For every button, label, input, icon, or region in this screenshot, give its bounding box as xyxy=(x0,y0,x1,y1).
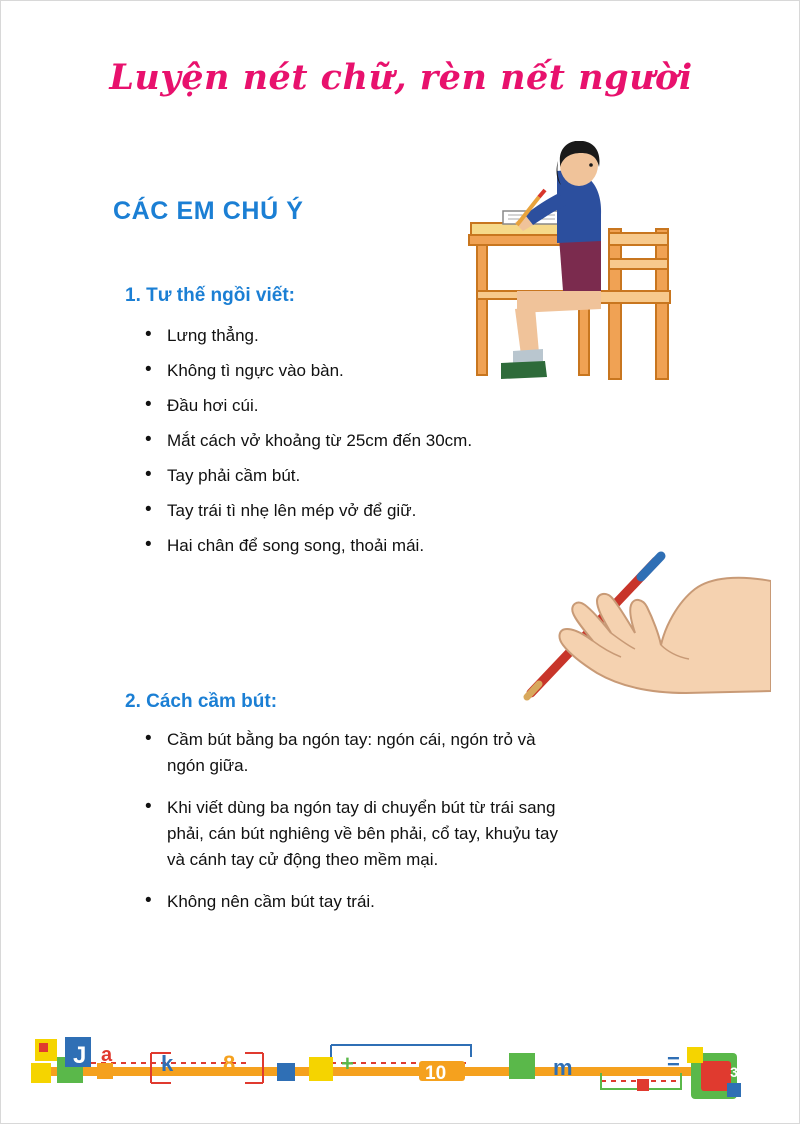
hand-holding-pen-illustration xyxy=(471,541,771,721)
svg-text:a: a xyxy=(101,1044,113,1066)
svg-text:J: J xyxy=(73,1042,87,1069)
page-number: 3 xyxy=(730,1064,738,1080)
attention-heading: CÁC EM CHÚ Ý xyxy=(113,197,304,225)
page-title: Luyện nét chữ, rèn nết người xyxy=(109,57,693,98)
svg-text:m: m xyxy=(553,1055,573,1080)
section-1-heading: 1. Tư thế ngồi viết: xyxy=(125,285,295,306)
list-item: • Cầm bút bằng ba ngón tay: ngón cái, ngón trỏ và ngón giữa. xyxy=(141,727,571,779)
svg-text:k: k xyxy=(161,1051,174,1076)
footer-decoration xyxy=(1,1023,800,1101)
list-item: • Tay phải cầm bút. xyxy=(141,463,571,489)
svg-text:+: + xyxy=(341,1051,354,1076)
list-item: • Đầu hơi cúi. xyxy=(141,393,571,419)
svg-text:8: 8 xyxy=(223,1051,236,1076)
section-1-list xyxy=(141,323,571,568)
list-item: • Không nên cầm bút tay trái. xyxy=(141,889,571,915)
section-2-list xyxy=(141,727,571,931)
list-item: • Lưng thẳng. xyxy=(141,323,571,349)
list-item: • Mắt cách vở khoảng từ 25cm đến 30cm. xyxy=(141,428,571,454)
list-item: • Không tì ngực vào bàn. xyxy=(141,358,571,384)
svg-text:=: = xyxy=(667,1049,680,1074)
list-item: • Tay trái tì nhẹ lên mép vở để giữ. xyxy=(141,498,571,524)
list-item: • Hai chân để song song, thoải mái. xyxy=(141,533,571,559)
section-2-heading: 2. Cách cầm bút: xyxy=(125,691,278,712)
svg-text:10: 10 xyxy=(425,1063,447,1084)
list-item: • Khi viết dùng ba ngón tay di chuyển bút từ trái sang phải, cán bút nghiêng về bên phải, cổ tay, khuỷu tay và cánh tay cử động theo mềm mại. xyxy=(141,795,571,873)
